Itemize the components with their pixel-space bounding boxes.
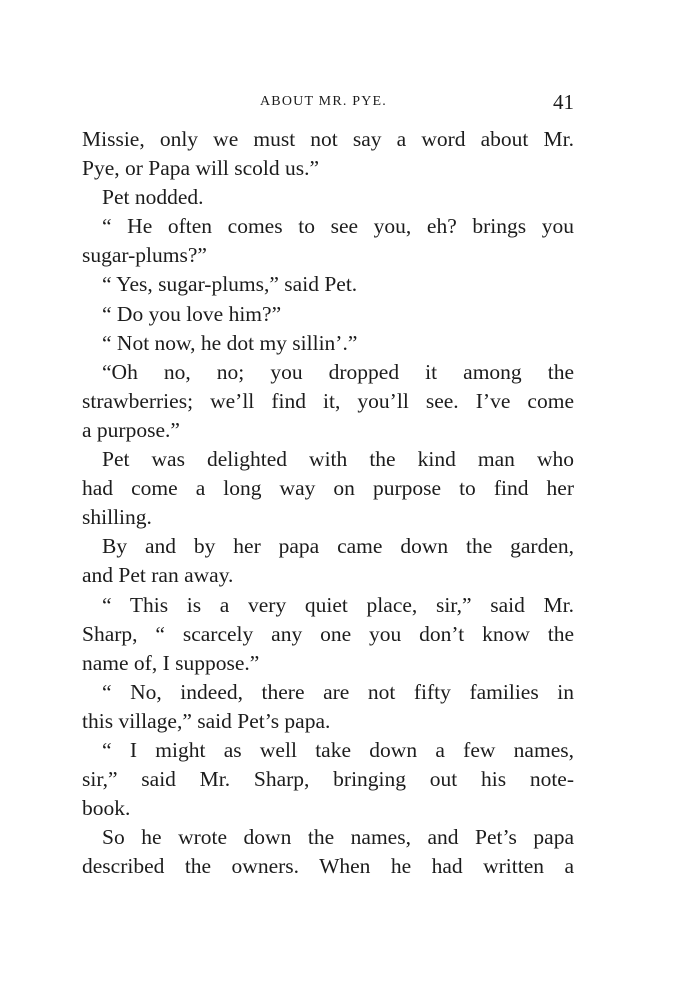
text-line: “ Yes, sugar-plums,” said Pet. (102, 272, 358, 297)
text-line: this village,” said Pet’s papa. (82, 708, 331, 733)
text-line: Pet was delighted with the kind man who (102, 447, 574, 472)
text-line: described the owners. When he had written a (82, 854, 574, 879)
text-line: “ This is a very quiet place, sir,” said Mr. (102, 592, 574, 617)
text-line: had come a long way on purpose to find her (82, 476, 574, 501)
text-line: a purpose.” (82, 417, 180, 442)
text-line: By and by her papa came down the garden, (102, 534, 574, 559)
text-line: Pet nodded. (102, 185, 204, 210)
body-text (82, 125, 574, 881)
text-line: strawberries; we’ll find it, you’ll see. I’ve come (82, 388, 574, 413)
text-line: shilling. (82, 505, 152, 530)
text-line: Missie, only we must not say a word about Mr. (82, 127, 574, 151)
text-line: “ Not now, he dot my sillin’.” (102, 330, 358, 355)
text-line: Sharp, “ scarcely any one you don’t know the (82, 621, 574, 646)
text-line: and Pet ran away. (82, 563, 234, 588)
text-line: name of, I suppose.” (82, 650, 260, 675)
text-line: Pye, or Papa will scold us.” (82, 156, 320, 181)
page-number: 41 (553, 90, 574, 114)
text-line: “ No, indeed, there are not fifty families in (102, 679, 574, 704)
text-line: “ Do you love him?” (102, 301, 282, 326)
running-head (82, 92, 574, 116)
text-line: “ I might as well take down a few names, (102, 737, 574, 762)
text-line: “ He often comes to see you, eh? brings you (102, 214, 574, 239)
text-line: sir,” said Mr. Sharp, bringing out his note- (82, 767, 574, 792)
text-line: book. (82, 796, 131, 821)
text-line: So he wrote down the names, and Pet’s papa (102, 825, 574, 850)
running-title: ABOUT MR. PYE. (260, 94, 388, 109)
text-line: “Oh no, no; you dropped it among the (102, 359, 574, 384)
text-line: sugar-plums?” (82, 243, 207, 268)
